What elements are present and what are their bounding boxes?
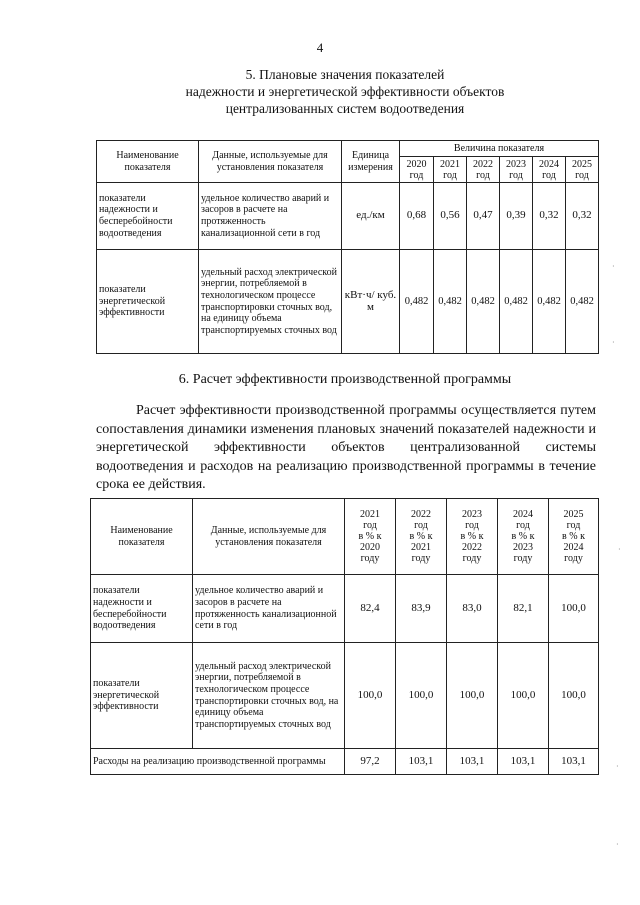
year-header: 2024 год в % к 2023 году [498,499,549,575]
col-header-unit: Единица измерения [342,141,400,183]
row-name: показатели энергетической эффективности [97,250,199,354]
row-name: показатели надежности и бесперебойности водоотведения [91,575,193,643]
cell-value: 82,1 [498,575,549,643]
cell-value: 82,4 [345,575,396,643]
row-unit: кВт·ч/ куб. м [342,250,400,354]
section5-title-line: централизованных систем водоотведения [225,101,465,116]
section5-title-line: надежности и энергетической эффективности объектов [185,84,505,99]
year-header: 2022 год [467,157,500,183]
row-data: удельный расход электрической энергии, потребляемой в технологическом процессе транспортировки сточных вод, на единицу объема транспортируемых сточных вод [199,250,342,354]
cell-value: 83,0 [447,575,498,643]
scan-speck: · [618,545,621,554]
row-name: показатели энергетической эффективности [91,643,193,749]
col-header-data: Данные, используемые для установления показателя [199,141,342,183]
cell-value: 103,1 [447,749,498,775]
cell-value: 100,0 [549,575,599,643]
cell-value: 0,56 [434,183,467,250]
col-header-name: Наименование показателя [91,499,193,575]
cell-value: 0,482 [500,250,533,354]
cell-value: 103,1 [396,749,447,775]
table-row [91,575,599,643]
year-header: 2025 год в % к 2024 году [549,499,599,575]
page-number: 4 [316,40,324,55]
cell-value: 100,0 [447,643,498,749]
row-data: удельное количество аварий и засоров в расчете на протяженность канализационной сети в год [199,183,342,250]
row-name: показатели надежности и бесперебойности водоотведения [97,183,199,250]
cell-value: 83,9 [396,575,447,643]
efficiency-table [90,498,599,775]
section6-title: 6. Расчет эффективности производственной программы [178,372,512,387]
cell-value: 0,47 [467,183,500,250]
year-header: 2025 год [566,157,599,183]
cell-value: 0,39 [500,183,533,250]
section5-title-line: 5. Плановые значения показателей [245,67,445,82]
cell-value: 0,482 [533,250,566,354]
col-header-data: Данные, используемые для установления показателя [193,499,345,575]
cell-value: 97,2 [345,749,396,775]
year-header: 2022 год в % к 2021 году [396,499,447,575]
year-header: 2023 год [500,157,533,183]
year-header: 2024 год [533,157,566,183]
scan-speck: · [612,338,615,347]
section6-paragraph: Расчет эффективности производственной программы осуществляется путем сопоставления динамики изменения плановых значений показателей надежности и энергетической эффективности объектов централизованной системы водоотведения и расходов на реализацию производственной программы в течение срока ее действия. [96,403,596,492]
table-row [91,643,599,749]
year-header: 2023 год в % к 2022 году [447,499,498,575]
indicators-table [96,140,599,354]
table-row-expenses [91,749,599,775]
cell-value: 100,0 [396,643,447,749]
scan-speck: · [616,840,619,849]
row-data: удельное количество аварий и засоров в расчете на протяженность канализационной сети в год [193,575,345,643]
cell-value: 0,68 [400,183,434,250]
cell-value: 100,0 [549,643,599,749]
scan-speck: · [616,762,619,771]
cell-value: 0,482 [400,250,434,354]
table-row [97,183,599,250]
section5-title [90,66,600,117]
cell-value: 0,32 [566,183,599,250]
year-header: 2021 год в % к 2020 году [345,499,396,575]
expense-label: Расходы на реализацию производственной программы [91,749,345,775]
scan-speck: · [612,262,615,271]
col-header-name: Наименование показателя [97,141,199,183]
row-unit: ед./км [342,183,400,250]
table-row [97,250,599,354]
year-header: 2021 год [434,157,467,183]
col-header-value: Величина показателя [400,141,599,157]
cell-value: 100,0 [498,643,549,749]
row-data: удельный расход электрической энергии, потребляемой в технологическом процессе транспортировки сточных вод, на единицу объема транспортируемых сточных вод [193,643,345,749]
cell-value: 103,1 [549,749,599,775]
cell-value: 0,32 [533,183,566,250]
cell-value: 0,482 [467,250,500,354]
cell-value: 100,0 [345,643,396,749]
cell-value: 103,1 [498,749,549,775]
cell-value: 0,482 [566,250,599,354]
cell-value: 0,482 [434,250,467,354]
year-header: 2020 год [400,157,434,183]
